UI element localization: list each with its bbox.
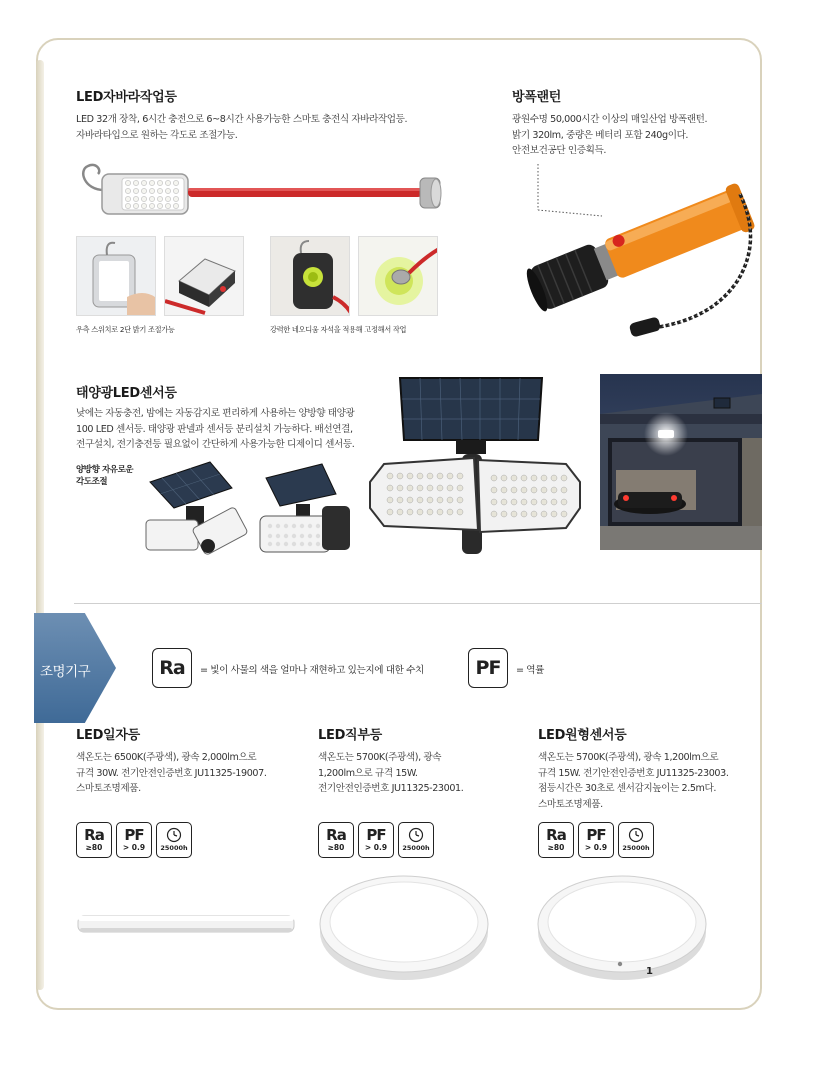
solar-desc-line: 전구설치, 전기충전등 필요없이 간단하게 사용가능한 디제이디 센서등. [76,439,355,450]
product-desc-line: 규격 30W. 전기안전인증번호 JU11325-19007. [76,767,267,779]
clock-icon [408,827,424,843]
sensor-dot [618,962,622,966]
solar-small-image [140,458,360,566]
solar-caption [76,464,133,488]
flashlight-desc-line: 밝기 320lm, 중량은 베터리 포함 240g이다. [512,129,689,141]
ra-spec-badge [538,822,574,858]
pf-value: > 0.9 [364,842,388,852]
flashlight-desc-line: 광원수명 50,000시간 이상의 매일산업 방폭랜턴. [512,114,708,125]
pf-legend-badge: PF [468,648,508,688]
solar-desc [76,406,354,453]
product-sensor-title: LED원형센서등 [538,728,627,743]
frame-edge [36,60,44,990]
ra-symbol: Ra [84,825,104,844]
product-linear-specs [76,822,192,858]
ra-spec-badge [76,822,112,858]
ra-value: ≥80 [327,842,345,852]
side-tab-label: 조명기구 [40,664,91,680]
ra-legend-badge: Ra [152,648,192,688]
pf-symbol: PF [366,825,386,844]
worklight-thumb-magnet [358,236,438,316]
product-surface-title: LED직부등 [318,728,382,743]
product-desc-line: 스마토조명제품. [76,783,141,794]
product-desc-line: 규격 15W. 전기안전인증번호 JU11325-23003. [538,767,729,779]
clock-icon [628,827,644,843]
lifespan-value: 25000h [402,844,430,852]
solar-title: 태양광LED센서등 [76,386,177,401]
ra-legend-text: = 빛이 사물의 색을 얼마나 재현하고 있는지에 대한 수치 [200,665,424,676]
ra-symbol: Ra [326,825,346,844]
flashlight-desc-line: 안전보건공단 인증획득. [512,145,606,156]
worklight-desc [76,112,407,143]
ra-value: ≥80 [547,842,565,852]
pf-spec-badge [116,822,152,858]
product-surface-image [314,868,494,984]
pf-spec-badge [578,822,614,858]
product-linear-desc [76,750,266,797]
pf-symbol: PF [124,825,144,844]
flashlight-title: 방폭랜턴 [512,90,562,105]
lifespan-value: 25000h [622,844,650,852]
product-sensor-desc [538,750,728,812]
product-desc-line: 색온도는 6500K(주광색), 광속 2,000lm으로 [76,752,257,763]
product-desc-line: 전기안전인증번호 JU11325-23001. [318,783,464,794]
lifespan-spec-badge [398,822,434,858]
worklight-thumb-back [270,236,350,316]
solar-desc-line: 100 LED 센서등. 태양광 판넬과 센서등 분리설치 가능하다. 배선연결, [76,423,353,435]
lifespan-spec-badge [156,822,192,858]
worklight-desc-line: LED 32개 장착, 6시간 충전으로 6~8시간 사용가능한 스마토 충전식 자바라작업등. [76,114,408,125]
solar-caption-line: 각도조절 [76,477,108,487]
ra-symbol: Ra [546,825,566,844]
worklight-title: LED자바라작업등 [76,90,177,105]
solar-large-image [366,372,586,558]
product-linear-title: LED일자등 [76,728,140,743]
product-desc-line: 색온도는 5700K(주광색), 광속 1,200lm으로 [538,752,719,763]
worklight-caption-left: 우측 스위치로 2단 밝기 조절가능 [76,325,175,334]
ra-value: ≥80 [85,842,103,852]
worklight-desc-line: 자바라타입으로 원하는 각도로 조절가능. [76,129,238,141]
worklight-thumb-switch [164,236,244,316]
pf-spec-badge [358,822,394,858]
pf-value: > 0.9 [122,842,146,852]
product-surface-specs [318,822,434,858]
flashlight-image [512,150,762,346]
pf-symbol: PF [586,825,606,844]
product-desc-line: 점등시간은 30초로 센서감지높이는 2.5m다. [538,783,717,794]
lifespan-spec-badge [618,822,654,858]
clock-icon [166,827,182,843]
product-linear-image [76,910,296,940]
product-sensor-image [532,868,712,984]
sensor-mark: 1 [646,966,653,977]
product-desc-line: 1,200lm으로 규격 15W. [318,767,418,779]
solar-desc-line: 낮에는 자동충전, 밤에는 자동감지로 편리하게 사용하는 양방향 태양광 [76,408,355,419]
product-sensor-specs [538,822,654,858]
product-surface-desc [318,750,463,797]
pf-legend-text: = 역률 [516,665,545,676]
solar-house-photo [600,374,762,550]
product-desc-line: 스마토조명제품. [538,798,603,810]
worklight-image [74,160,446,232]
solar-caption-line: 양방향 자유로운 [76,465,134,475]
worklight-thumb-hand [76,236,156,316]
worklight-caption-right: 강력한 네오디움 자석을 적용해 고정해서 작업 [270,325,407,334]
section-divider [74,603,762,604]
pf-value: > 0.9 [584,842,608,852]
lifespan-value: 25000h [160,844,188,852]
product-desc-line: 색온도는 5700K(주광색), 광속 [318,752,442,763]
ra-spec-badge [318,822,354,858]
